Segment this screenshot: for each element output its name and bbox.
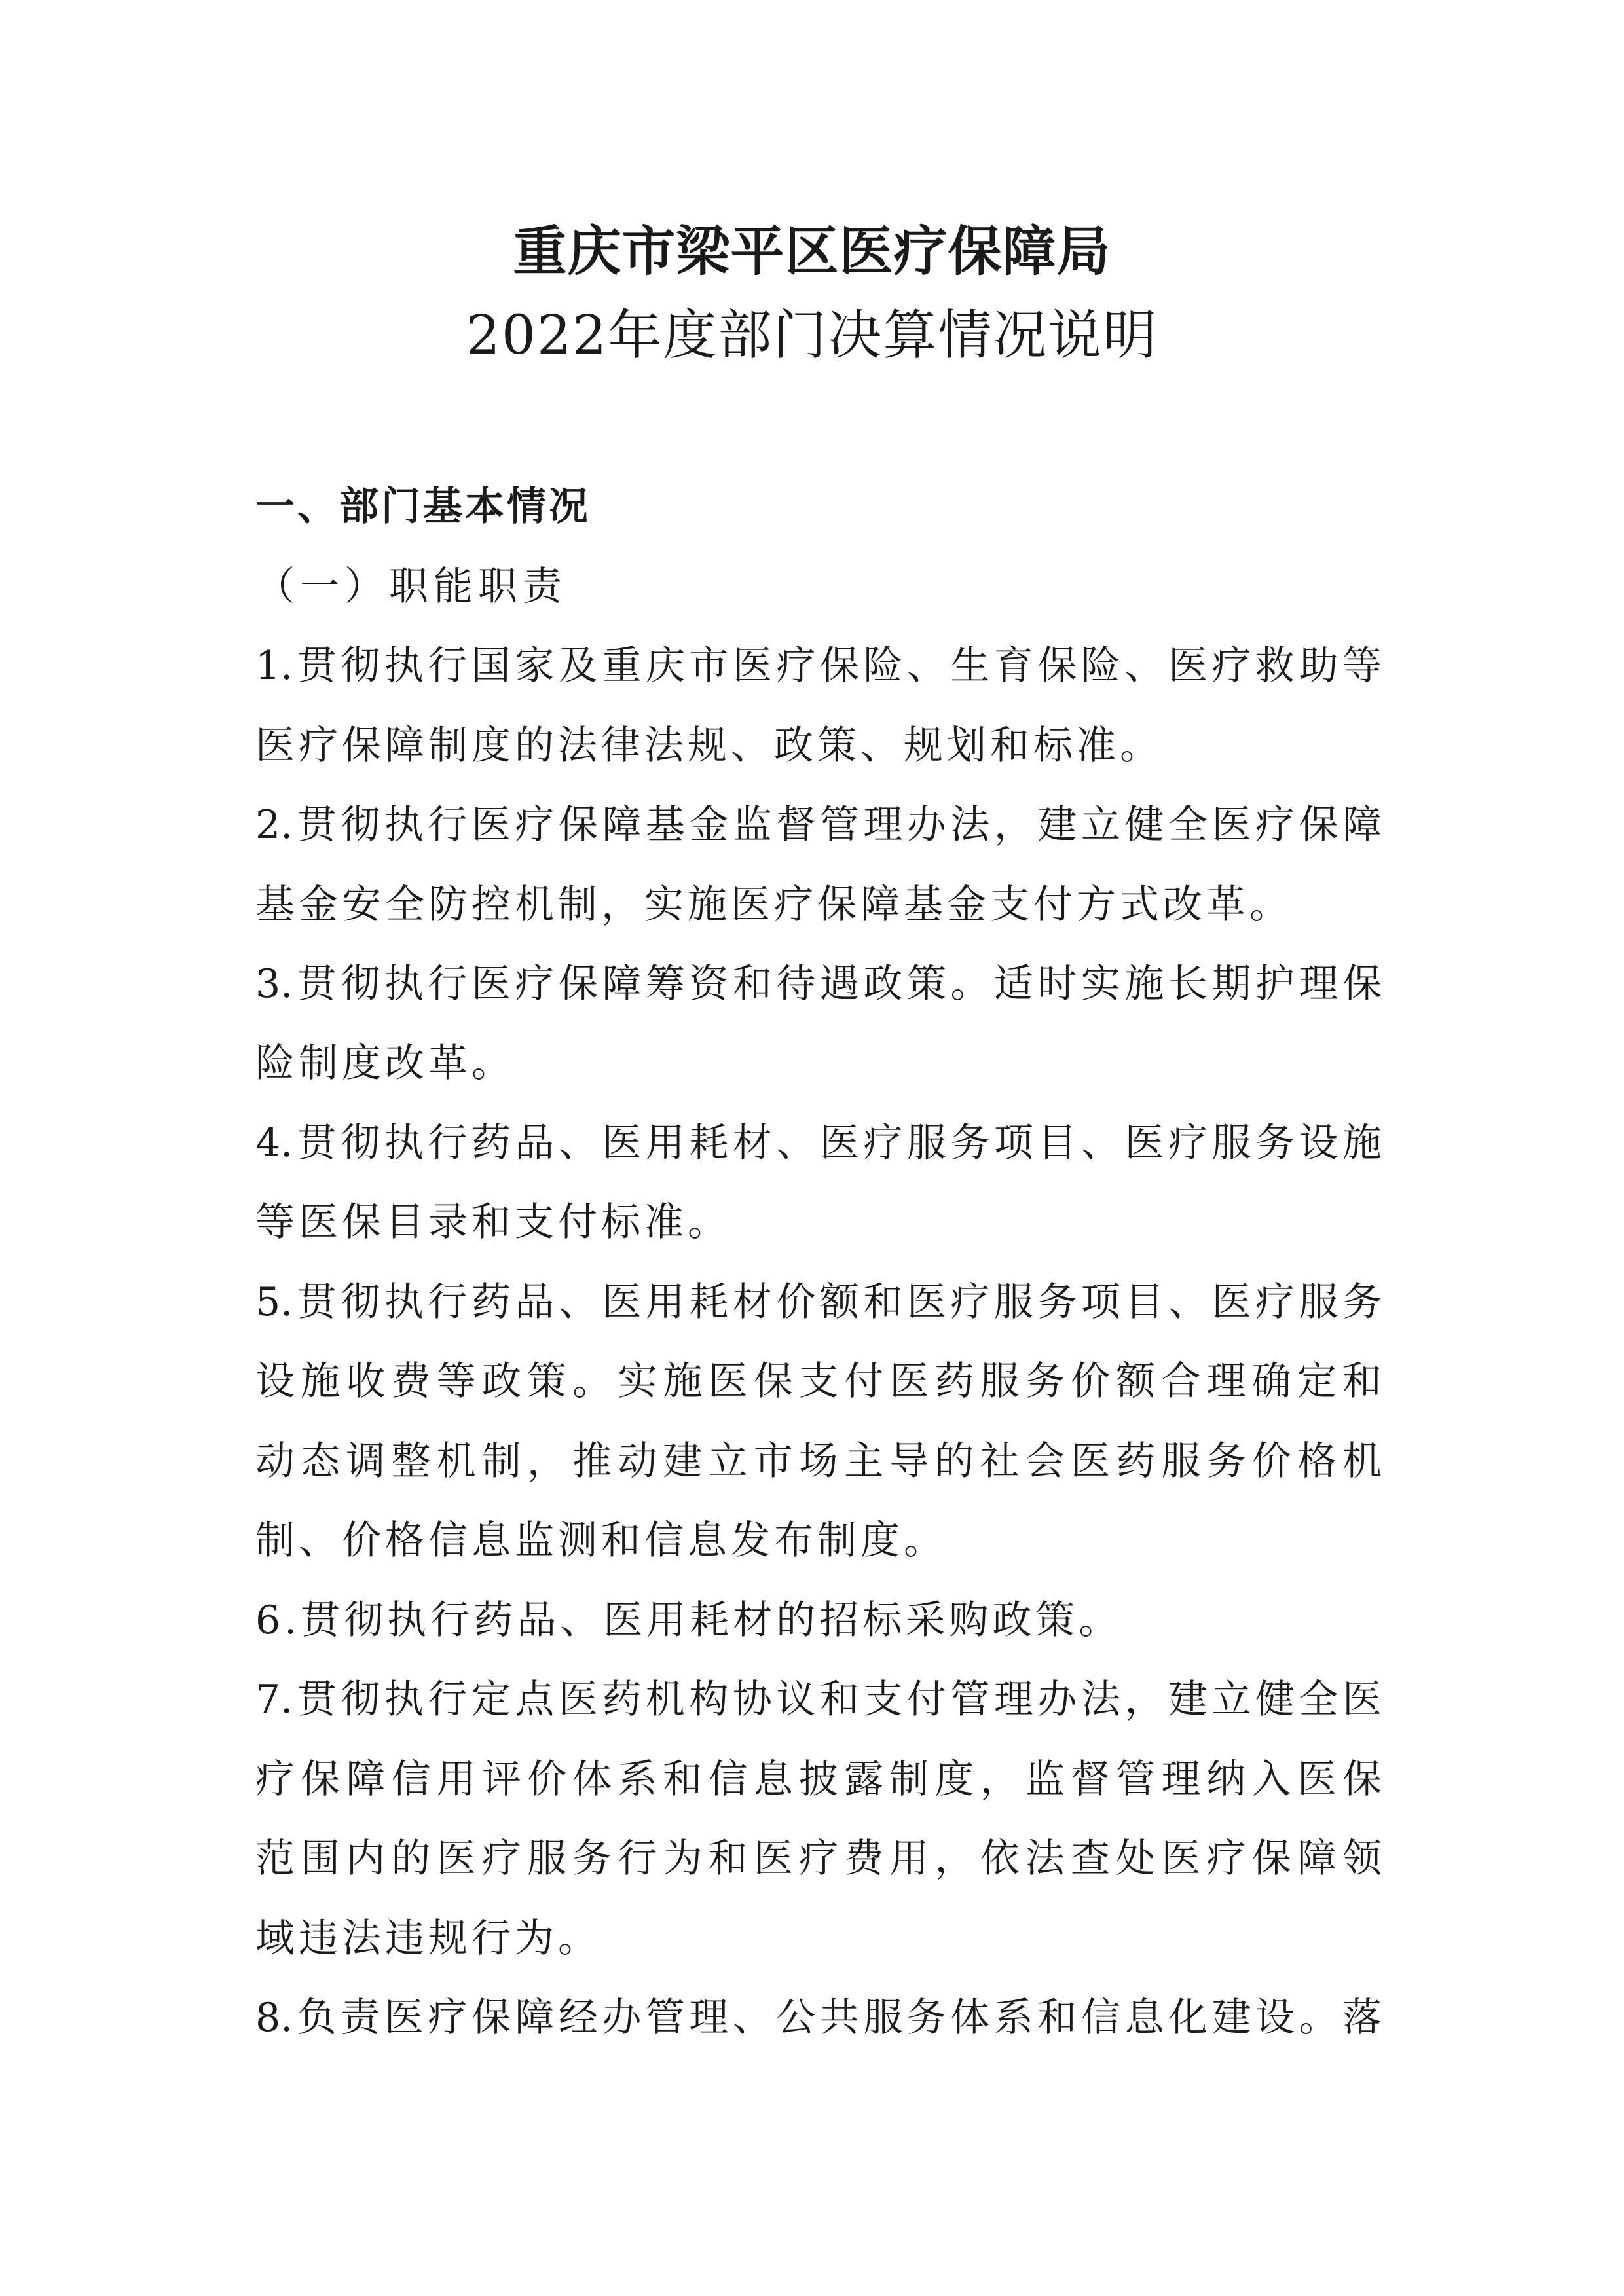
body-line: 动态调整机制，推动建立市场主导的社会医药服务价格机 [255, 1438, 1382, 1484]
document-title-line-1: 重庆市梁平区医疗保障局 [513, 220, 1111, 283]
body-line: 设施收费等政策。实施医保支付医药服务价额合理确定和 [255, 1358, 1382, 1404]
body-line: 5.贯彻执行药品、医用耗材价额和医疗服务项目、医疗服务 [255, 1279, 1382, 1325]
body-line: 疗保障信用评价体系和信息披露制度，监督管理纳入医保 [255, 1757, 1382, 1802]
body-line: 1.贯彻执行国家及重庆市医疗保险、生育保险、医疗救助等 [255, 643, 1382, 689]
document-title-line-2: 2022年度部门决算情况说明 [466, 304, 1158, 367]
body-line: 域违法违规行为。 [255, 1916, 601, 1961]
body-line: 7.贯彻执行定点医药机构协议和支付管理办法，建立健全医 [255, 1677, 1382, 1722]
body-line: 制、价格信息监测和信息发布制度。 [255, 1518, 947, 1563]
body-line: 险制度改革。 [255, 1040, 515, 1086]
body-line: 6.贯彻执行药品、医用耗材的招标采购政策。 [255, 1597, 1122, 1643]
subsection-heading: （一）职能职责 [255, 564, 567, 610]
body-line: 基金安全防控机制，实施医疗保障基金支付方式改革。 [255, 882, 1293, 928]
body-line: 范围内的医疗服务行为和医疗费用，依法查处医疗保障领 [255, 1836, 1382, 1882]
body-line: 4.贯彻执行药品、医用耗材、医疗服务项目、医疗服务设施 [255, 1120, 1382, 1166]
body-line: 2.贯彻执行医疗保障基金监督管理办法，建立健全医疗保障 [255, 802, 1382, 848]
body-line: 8.负责医疗保障经办管理、公共服务体系和信息化建设。落 [255, 1995, 1382, 2041]
section-heading: 一、部门基本情况 [255, 484, 591, 530]
body-line: 医疗保障制度的法律法规、政策、规划和标准。 [255, 723, 1163, 769]
body-line: 3.贯彻执行医疗保障筹资和待遇政策。适时实施长期护理保 [255, 961, 1382, 1007]
body-line: 等医保目录和支付标准。 [255, 1199, 731, 1245]
